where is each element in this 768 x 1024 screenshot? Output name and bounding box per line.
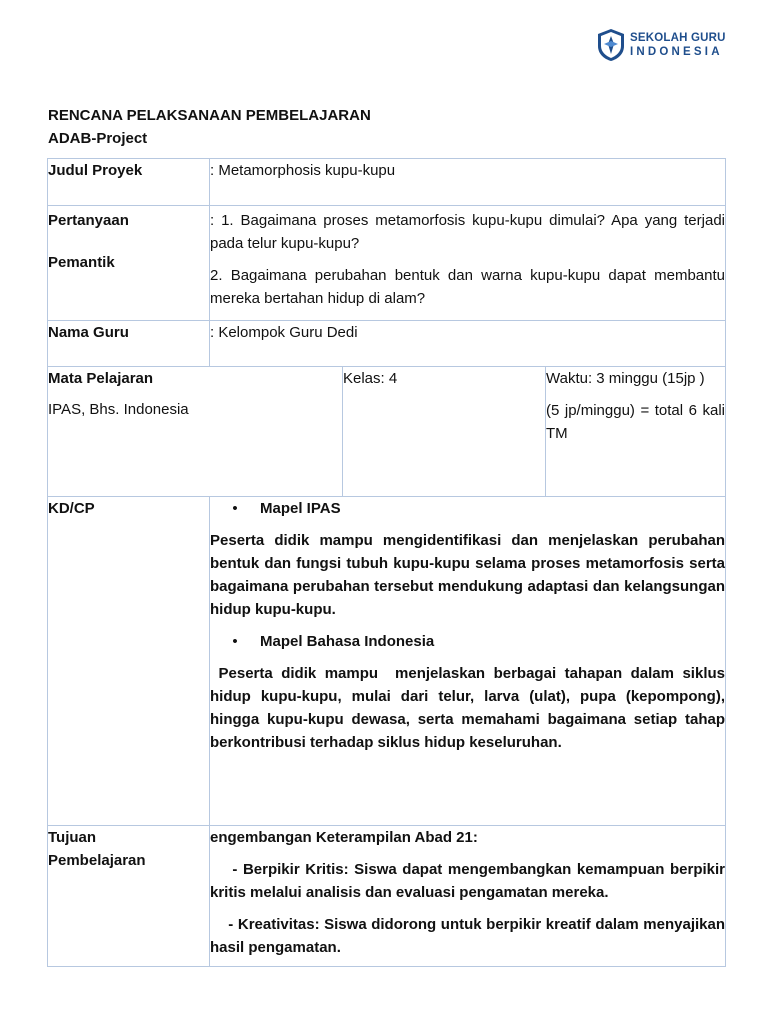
label-pertanyaan-pemantik bbox=[48, 206, 210, 321]
value-mata-pelajaran: IPAS, Bhs. Indonesia bbox=[48, 401, 189, 418]
bullet-mapel-ipas bbox=[210, 497, 725, 520]
row-mata-pelajaran bbox=[48, 367, 726, 497]
label-pembelajaran: Pembelajaran bbox=[48, 852, 146, 869]
cp-bahasa-indonesia-text: Peserta didik mampu menjelaskan berbagai tahapan dalam siklus hidup kupu-kupu, mulai dari telur, larva (ulat), pupa (kepompong), hingga kupu-kupu dewasa, serta memahami bagaimana setiap tahap berkontribusi terhadap siklus hidup keseluruhan. bbox=[210, 665, 730, 751]
label-mata-pelajaran: Mata Pelajaran bbox=[48, 370, 154, 387]
bullet-mapel-bahasa-indonesia bbox=[210, 630, 725, 653]
value-judul-proyek: : Metamorphosis kupu-kupu bbox=[210, 159, 726, 206]
tujuan-heading: engembangan Keterampilan Abad 21: bbox=[210, 829, 478, 846]
row-pertanyaan-pemantik bbox=[48, 206, 726, 321]
label-pertanyaan: Pertanyaan bbox=[48, 212, 129, 229]
question-2: 2. Bagaimana perubahan bentuk dan warna kupu-kupu dapat membantu mereka bertahan hidup di alam? bbox=[210, 267, 725, 307]
waktu-line1: Waktu: 3 minggu (15jp ) bbox=[546, 370, 705, 387]
school-logo bbox=[596, 28, 726, 62]
kelas-cell: Kelas: 4 bbox=[343, 367, 546, 497]
value-pertanyaan-pemantik bbox=[210, 206, 726, 321]
value-nama-guru: : Kelompok Guru Dedi bbox=[210, 321, 726, 367]
row-tujuan-pembelajaran bbox=[48, 826, 726, 967]
document-title bbox=[48, 104, 371, 150]
value-kd-cp bbox=[210, 497, 730, 826]
tujuan-item-berpikir-kritis: - Berpikir Kritis: Siswa dapat mengembangkan kemampuan berpikir kritis melalui analisis dan evaluasi pengamatan mereka. bbox=[210, 861, 730, 901]
bullet-dot-icon: • bbox=[232, 633, 238, 650]
document-title-line2: ADAB-Project bbox=[48, 130, 148, 147]
value-tujuan-pembelajaran bbox=[210, 826, 730, 967]
label-judul-proyek: Judul Proyek bbox=[48, 159, 210, 206]
label-tujuan: Tujuan bbox=[48, 829, 97, 846]
row-judul-proyek bbox=[48, 159, 726, 206]
logo-text-line1: SEKOLAH GURU bbox=[630, 32, 726, 44]
label-nama-guru: Nama Guru bbox=[48, 321, 210, 367]
label-kd-cp: KD/CP bbox=[48, 497, 210, 826]
row-nama-guru bbox=[48, 321, 726, 367]
row-kd-cp bbox=[48, 497, 726, 826]
label-pemantik: Pemantik bbox=[48, 254, 115, 271]
rpp-table bbox=[47, 158, 730, 967]
mata-pelajaran-cell bbox=[48, 367, 343, 497]
bullet-dot-icon: • bbox=[232, 500, 238, 517]
shield-logo-icon bbox=[596, 28, 626, 62]
cp-ipas-text: Peserta didik mampu mengidentifikasi dan menjelaskan perubahan bentuk dan fungsi tubuh kupu-kupu selama proses metamorfosis serta bagaimana perubahan tersebut mendukung adaptasi dan kelangsungan hidup kupu-kupu. bbox=[210, 532, 725, 618]
bullet-mapel-ipas-label: Mapel IPAS bbox=[260, 500, 341, 517]
question-1: : 1. Bagaimana proses metamorfosis kupu-kupu dimulai? Apa yang terjadi pada telur kupu-kupu? bbox=[210, 212, 725, 252]
label-tujuan-pembelajaran bbox=[48, 826, 210, 967]
bullet-mapel-bahasa-indonesia-label: Mapel Bahasa Indonesia bbox=[260, 633, 435, 650]
tujuan-item-kreativitas: - Kreativitas: Siswa didorong untuk berpikir kreatif dalam menyajikan hasil pengamatan. bbox=[210, 916, 730, 956]
document-title-line1: RENCANA PELAKSANAAN PEMBELAJARAN bbox=[48, 107, 371, 124]
waktu-line2: (5 jp/minggu) = total 6 kali TM bbox=[546, 402, 725, 442]
logo-text-line2: INDONESIA bbox=[630, 46, 723, 58]
waktu-cell bbox=[546, 367, 726, 497]
